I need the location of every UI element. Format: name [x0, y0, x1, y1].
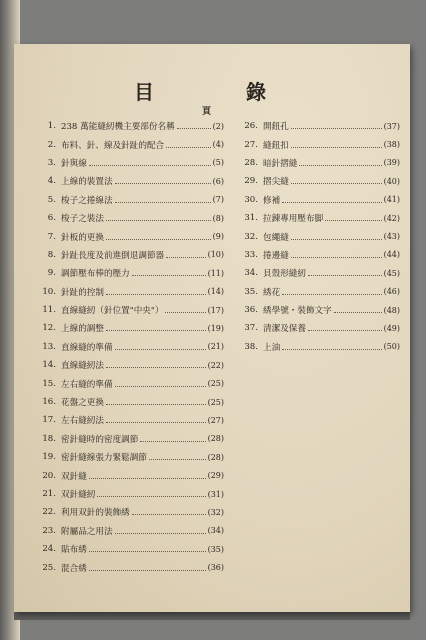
toc-entry	[28, 466, 224, 484]
entry-number: 31.	[244, 213, 258, 224]
entry-title: 調節壓布棒的壓力	[61, 269, 130, 280]
entry-page-number: (5)	[212, 158, 224, 168]
entry-title: 密針縫時的密度調節	[61, 434, 139, 445]
entry-number: 15.	[42, 378, 56, 389]
leader-dots	[308, 274, 382, 276]
entry-title: 梭子之裝法	[61, 214, 104, 225]
toc-entry	[28, 301, 224, 319]
entry-title: 直線縫紉法	[61, 361, 104, 372]
entry-number: 4.	[47, 176, 56, 187]
entry-page-number: (7)	[212, 195, 224, 205]
toc-entry	[236, 117, 400, 135]
toc-entry	[28, 374, 224, 392]
entry-title: 捲邊縫	[263, 250, 289, 261]
entry-number: 25.	[42, 562, 56, 573]
entry-page-number: (42)	[383, 213, 400, 223]
entry-page-number: (4)	[212, 140, 224, 150]
entry-number: 6.	[47, 213, 56, 224]
toc-entry	[28, 540, 224, 558]
entry-page-number: (31)	[207, 489, 224, 499]
toc-page	[14, 44, 410, 612]
entry-page-number: (14)	[207, 287, 224, 297]
toc-left-column	[28, 117, 224, 577]
entry-title: 包繩縫	[263, 232, 289, 243]
leader-dots	[299, 164, 381, 166]
toc-entry	[236, 301, 400, 319]
toc-entry	[236, 227, 400, 245]
toc-entry	[28, 522, 224, 540]
entry-page-number: (28)	[207, 452, 224, 462]
toc-entry	[236, 338, 400, 356]
toc-entry	[236, 172, 400, 190]
leader-dots	[140, 440, 205, 442]
toc-entry	[28, 117, 224, 135]
leader-dots	[282, 348, 381, 350]
entry-page-number: (27)	[207, 415, 224, 425]
entry-number: 14.	[42, 360, 56, 371]
entry-page-number: (9)	[212, 232, 224, 242]
entry-title: 双針縫紉	[61, 490, 96, 500]
leader-dots	[106, 329, 206, 331]
entry-title: 貝殼形縫紉	[263, 269, 306, 280]
entry-page-number: (50)	[383, 342, 400, 352]
leader-dots	[166, 146, 211, 148]
leader-dots	[282, 201, 381, 203]
entry-title: 拉鍊專用壓布脚	[263, 214, 324, 225]
leader-dots	[291, 256, 382, 258]
entry-page-number: (36)	[207, 563, 224, 573]
entry-page-number: (10)	[207, 250, 224, 260]
entry-page-number: (2)	[212, 121, 224, 131]
leader-dots	[106, 403, 206, 405]
leader-dots	[166, 256, 205, 258]
entry-title: 238 萬能縫紉機主要部份名稱	[61, 122, 175, 133]
leader-dots	[89, 550, 206, 552]
entry-title: 針板的更換	[61, 232, 104, 243]
entry-number: 22.	[42, 507, 56, 518]
entry-page-number: (40)	[383, 176, 400, 186]
leader-dots	[106, 366, 206, 368]
leader-dots	[291, 238, 382, 240]
entry-title: 縫鈕扣	[263, 140, 289, 151]
leader-dots	[177, 127, 211, 129]
toc-entry	[236, 264, 400, 282]
entry-number: 2.	[47, 139, 56, 150]
leader-dots	[89, 569, 206, 571]
entry-number: 20.	[42, 470, 56, 481]
toc-entry	[28, 448, 224, 466]
entry-title: 修補	[263, 195, 281, 206]
toc-entry	[28, 135, 224, 153]
entry-number: 1.	[47, 121, 56, 132]
entry-number: 21.	[42, 489, 56, 499]
leader-dots	[115, 385, 206, 387]
entry-page-number: (19)	[207, 323, 224, 333]
entry-page-number: (45)	[383, 268, 400, 278]
toc-entry	[28, 264, 224, 282]
entry-number: 26.	[244, 121, 258, 132]
entry-page-number: (34)	[207, 526, 224, 536]
entry-page-number: (35)	[207, 544, 224, 554]
leader-dots	[291, 146, 382, 148]
entry-number: 24.	[42, 544, 56, 555]
leader-dots	[115, 532, 206, 534]
entry-number: 29.	[244, 176, 258, 187]
toc-entry	[28, 411, 224, 429]
entry-number: 37.	[244, 323, 258, 334]
entry-number: 17.	[42, 415, 56, 426]
entry-number: 38.	[244, 341, 258, 352]
leader-dots	[89, 164, 211, 166]
entry-number: 36.	[244, 305, 258, 316]
toc-entry	[28, 393, 224, 411]
entry-page-number: (21)	[207, 342, 224, 352]
leader-dots	[115, 201, 211, 203]
page-column-label: 頁	[202, 107, 212, 117]
entry-number: 27.	[244, 139, 258, 150]
entry-number: 32.	[244, 231, 258, 242]
leader-dots	[106, 219, 211, 221]
leader-dots	[291, 127, 382, 129]
entry-page-number: (25)	[207, 379, 224, 389]
leader-dots	[282, 293, 381, 295]
entry-page-number: (25)	[207, 397, 224, 407]
leader-dots	[334, 311, 382, 313]
entry-page-number: (28)	[207, 434, 224, 444]
leader-dots	[325, 219, 381, 221]
entry-title: 梭子之捲線法	[61, 195, 113, 206]
entry-page-number: (39)	[383, 158, 400, 168]
entry-page-number: (49)	[383, 323, 400, 333]
entry-title: 利用双針的裝飾綉	[61, 508, 130, 519]
toc-entry	[28, 319, 224, 337]
entry-page-number: (48)	[383, 305, 400, 315]
entry-title: 上油	[263, 342, 281, 353]
entry-title: 上線的調整	[61, 324, 104, 335]
entry-page-number: (37)	[383, 121, 400, 131]
entry-page-number: (17)	[207, 305, 224, 315]
title-char-1: 目	[134, 80, 154, 104]
entry-page-number: (44)	[383, 250, 400, 260]
entry-number: 13.	[42, 341, 56, 352]
entry-page-number: (43)	[383, 232, 400, 242]
entry-title: 清潔及保養	[263, 324, 306, 335]
entry-title: 綉花	[263, 287, 281, 298]
leader-dots	[291, 182, 382, 184]
leader-dots	[115, 182, 211, 184]
entry-title: 貼布綉	[61, 545, 87, 556]
entry-page-number: (46)	[383, 287, 400, 297]
toc-entry	[28, 558, 224, 576]
toc-entry	[28, 246, 224, 264]
entry-title: 附屬品之用法	[61, 526, 113, 537]
entry-page-number: (29)	[207, 471, 224, 481]
page-bottom-shadow	[14, 612, 410, 620]
leader-dots	[132, 274, 206, 276]
toc-entry	[236, 209, 400, 227]
entry-number: 7.	[47, 231, 56, 242]
entry-page-number: (11)	[207, 268, 224, 278]
toc-entry	[28, 191, 224, 209]
leader-dots	[132, 513, 206, 515]
toc-entry	[28, 209, 224, 227]
entry-title: 布料、針、線及針趾的配合	[61, 140, 165, 151]
leader-dots	[106, 238, 211, 240]
entry-number: 5.	[47, 194, 56, 205]
entry-page-number: (8)	[212, 213, 224, 223]
leader-dots	[149, 458, 206, 460]
entry-number: 11.	[42, 305, 56, 316]
toc-entry	[28, 485, 224, 503]
entry-title: 針趾長度及前進倒退調節器	[61, 250, 165, 261]
toc-entry	[28, 283, 224, 301]
leader-dots	[89, 477, 206, 479]
entry-number: 12.	[42, 323, 56, 334]
entry-number: 30.	[244, 194, 258, 205]
toc-entry	[28, 338, 224, 356]
leader-dots	[115, 348, 206, 350]
leader-dots	[106, 421, 206, 423]
toc-entry	[236, 246, 400, 264]
entry-number: 3.	[47, 157, 56, 168]
entry-title: 直線縫的準備	[61, 342, 113, 353]
toc-entry	[28, 430, 224, 448]
entry-title: 摺尖縫	[263, 177, 289, 188]
entry-page-number: (32)	[207, 507, 224, 517]
toc-entry	[236, 283, 400, 301]
leader-dots	[106, 293, 206, 295]
entry-title: 暗針摺縫	[263, 158, 298, 169]
leader-dots	[97, 495, 205, 497]
entry-number: 19.	[42, 452, 56, 463]
entry-title: 左右縫紉法	[61, 416, 104, 427]
entry-number: 28.	[244, 157, 258, 168]
entry-number: 9.	[47, 268, 56, 279]
entry-number: 18.	[42, 433, 56, 444]
toc-entry	[28, 154, 224, 172]
entry-title: 左右縫的準備	[61, 379, 113, 390]
toc-entry	[28, 227, 224, 245]
toc-entry	[28, 356, 224, 374]
entry-page-number: (6)	[212, 176, 224, 186]
entry-number: 16.	[42, 397, 56, 408]
entry-title: 開鈕孔	[263, 122, 289, 133]
leader-dots	[165, 311, 205, 313]
toc-right-column	[236, 117, 400, 356]
entry-number: 34.	[244, 268, 258, 279]
entry-title: 綉學號・裝飾文字	[263, 306, 332, 317]
entry-page-number: (38)	[383, 140, 400, 150]
entry-title: 直線縫紉（針位置"中央"）	[61, 306, 164, 317]
entry-number: 8.	[47, 249, 56, 260]
entry-title: 双針縫	[61, 471, 87, 482]
leader-dots	[308, 329, 382, 331]
toc-entry	[236, 154, 400, 172]
entry-title: 針與線	[61, 158, 87, 169]
toc-entry	[236, 135, 400, 153]
title-char-2: 錄	[246, 80, 266, 104]
entry-number: 35.	[244, 286, 258, 297]
entry-title: 混合綉	[61, 563, 87, 574]
entry-number: 23.	[42, 525, 56, 536]
entry-number: 10.	[42, 286, 56, 297]
entry-title: 花盤之更換	[61, 398, 104, 409]
toc-entry	[28, 503, 224, 521]
entry-title: 上線的裝置法	[61, 177, 113, 188]
entry-title: 密針縫線張力緊鬆調節	[61, 453, 147, 464]
entry-page-number: (41)	[383, 195, 400, 205]
toc-entry	[28, 172, 224, 190]
entry-title: 針趾的控制	[61, 287, 104, 298]
entry-page-number: (22)	[207, 360, 224, 370]
toc-entry	[236, 191, 400, 209]
toc-entry	[236, 319, 400, 337]
entry-number: 33.	[244, 249, 258, 260]
